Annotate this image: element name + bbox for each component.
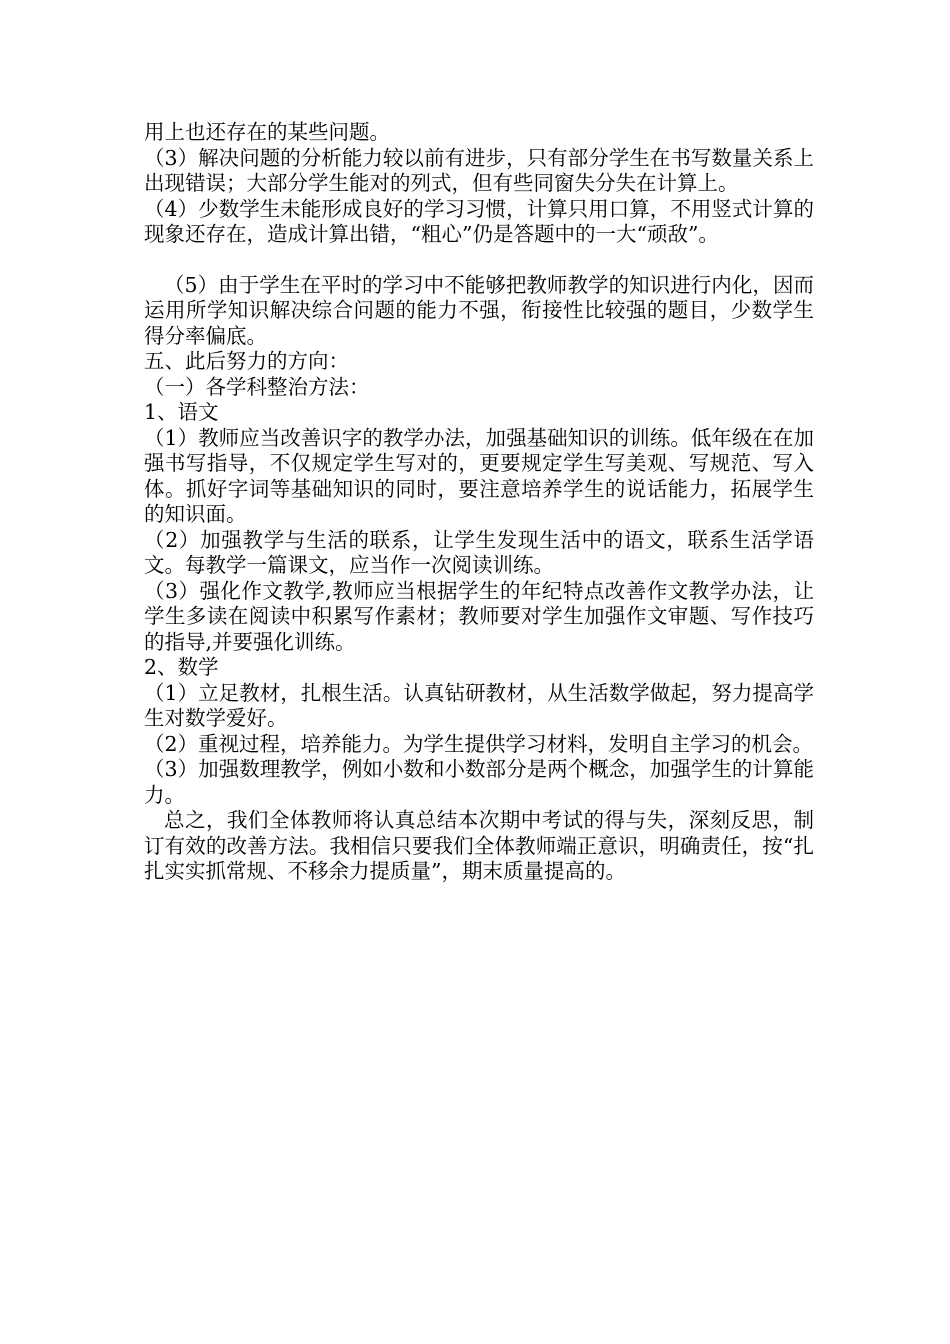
paragraph-item-4: （4）少数学生未能形成良好的学习习惯，计算只用口算，不用竖式计算的现象还存在，造成计算出错，“粗心”仍是答题中的一大“顽敌”。 [144, 196, 814, 246]
math-item-2: （2）重视过程，培养能力。为学生提供学习材料，发明自主学习的机会。 [144, 731, 814, 756]
paragraph-continuation: 用上也还存在的某些问题。 [144, 120, 390, 144]
document-body [144, 120, 814, 885]
paragraph-spacer [144, 248, 814, 273]
subject-heading-chinese: 1、语文 [144, 400, 219, 424]
subsection-heading-one: （一）各学科整治方法： [144, 374, 370, 399]
subject-heading-math: 2、数学 [144, 655, 219, 679]
chinese-item-3: （3）强化作文教学,教师应当根据学生的年纪特点改善作文教学办法，让学生多读在阅读中积累写作素材；教师要对学生加强作文审题、写作技巧的指导,并要强化训练。 [144, 578, 814, 654]
section-heading-five: 五、此后努力的方向： [144, 349, 349, 373]
paragraph-item-5: （5）由于学生在平时的学习中不能够把教师教学的知识进行内化，因而运用所学知识解决综合问题的能力不强，衔接性比较强的题目，少数学生得分率偏底。 [144, 272, 814, 348]
chinese-item-1: （1）教师应当改善识字的教学办法，加强基础知识的训练。低年级在在加强书写指导，不仅规定学生写对的，更要规定学生写美观、写规范、写入体。抓好字词等基础知识的同时，要注意培养学生的说话能力，拓展学生的知识面。 [144, 425, 814, 526]
chinese-item-2: （2）加强教学与生活的联系，让学生发现生活中的语文，联系生活学语文。每教学一篇课文，应当作一次阅读训练。 [144, 527, 814, 577]
conclusion-paragraph: 总之，我们全体教师将认真总结本次期中考试的得与失，深刻反思，制订有效的改善方法。我相信只要我们全体教师端正意识，明确责任，按“扎扎实实抓常规、不移余力提质量”，期末质量提高的。 [144, 808, 814, 883]
math-item-1: （1）立足教材，扎根生活。认真钻研教材，从生活数学做起，努力提高学生对数学爱好。 [144, 680, 814, 730]
math-item-3: （3）加强数理教学，例如小数和小数部分是两个概念，加强学生的计算能力。 [144, 757, 814, 807]
paragraph-item-3: （3）解决问题的分析能力较以前有进步，只有部分学生在书写数量关系上出现错误；大部分学生能对的列式，但有些同窗失分失在计算上。 [144, 145, 814, 195]
